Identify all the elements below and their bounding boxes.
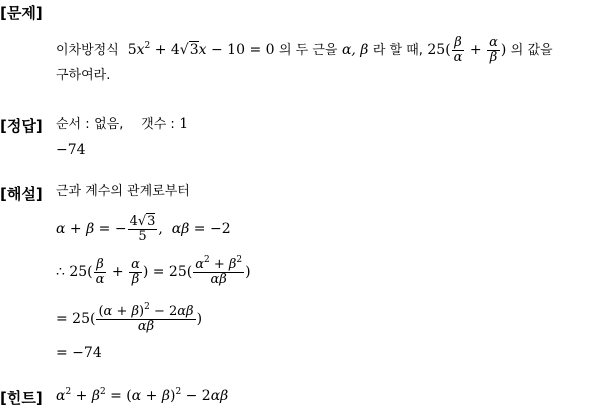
answer-value: −74 [56,142,86,158]
order-value: 없음, [94,117,124,132]
explanation-sum-product: α + β = − $\frac{4√3}{5}$ , αβ = −2 [56,214,231,244]
problem-line-2: 구하여라. [56,68,111,83]
section-answer-label: [정답] [0,117,43,135]
problem-text-value: 의 값을 [510,43,553,59]
section-explanation-label: [해설] [0,185,43,203]
beta-symbol: β [360,42,369,59]
hint-formula: $\alpha^2 + \beta^2 = (\alpha + \beta)^2 - 2\alpha\beta$ [56,387,229,404]
explanation-step-2: = 25( $\frac{(\alpha + \beta)^2 - 2\alpha\beta}{\alpha\beta}$ ) [56,302,203,334]
alpha-symbol: α, [341,42,356,59]
problem-text-roots: 의 두 근을 [278,43,338,59]
explanation-intro: 근과 계수의 관계로부터 [56,184,190,199]
problem-expression: 25( $\frac{\beta}{\alpha}$ + $\frac{\alpha}{\beta}$ ) [427,35,507,65]
problem-text-intro: 이차방정식 [56,43,119,59]
count-label: 갯수 : [141,117,175,132]
explanation-result: = −74 [56,345,102,361]
problem-text-ra: 라 할 때, [372,43,423,59]
section-hint-label: [힌트] [0,389,43,407]
problem-equation: $5x^2 + 4√3x - 10 = 0$ [123,41,275,59]
count-value: 1 [179,116,189,132]
section-problem-label: [문제] [0,4,43,22]
order-label: 순서 : [56,117,90,132]
problem-line-1 [56,36,553,64]
answer-meta [56,117,188,131]
explanation-step-1: ∴ 25( $\frac{\beta}{\alpha}$ + $\frac{\alpha}{\beta}$ ) = 25( $\frac{\alpha^2 + \beta^2}{\alpha\beta}$ ) [56,255,251,287]
